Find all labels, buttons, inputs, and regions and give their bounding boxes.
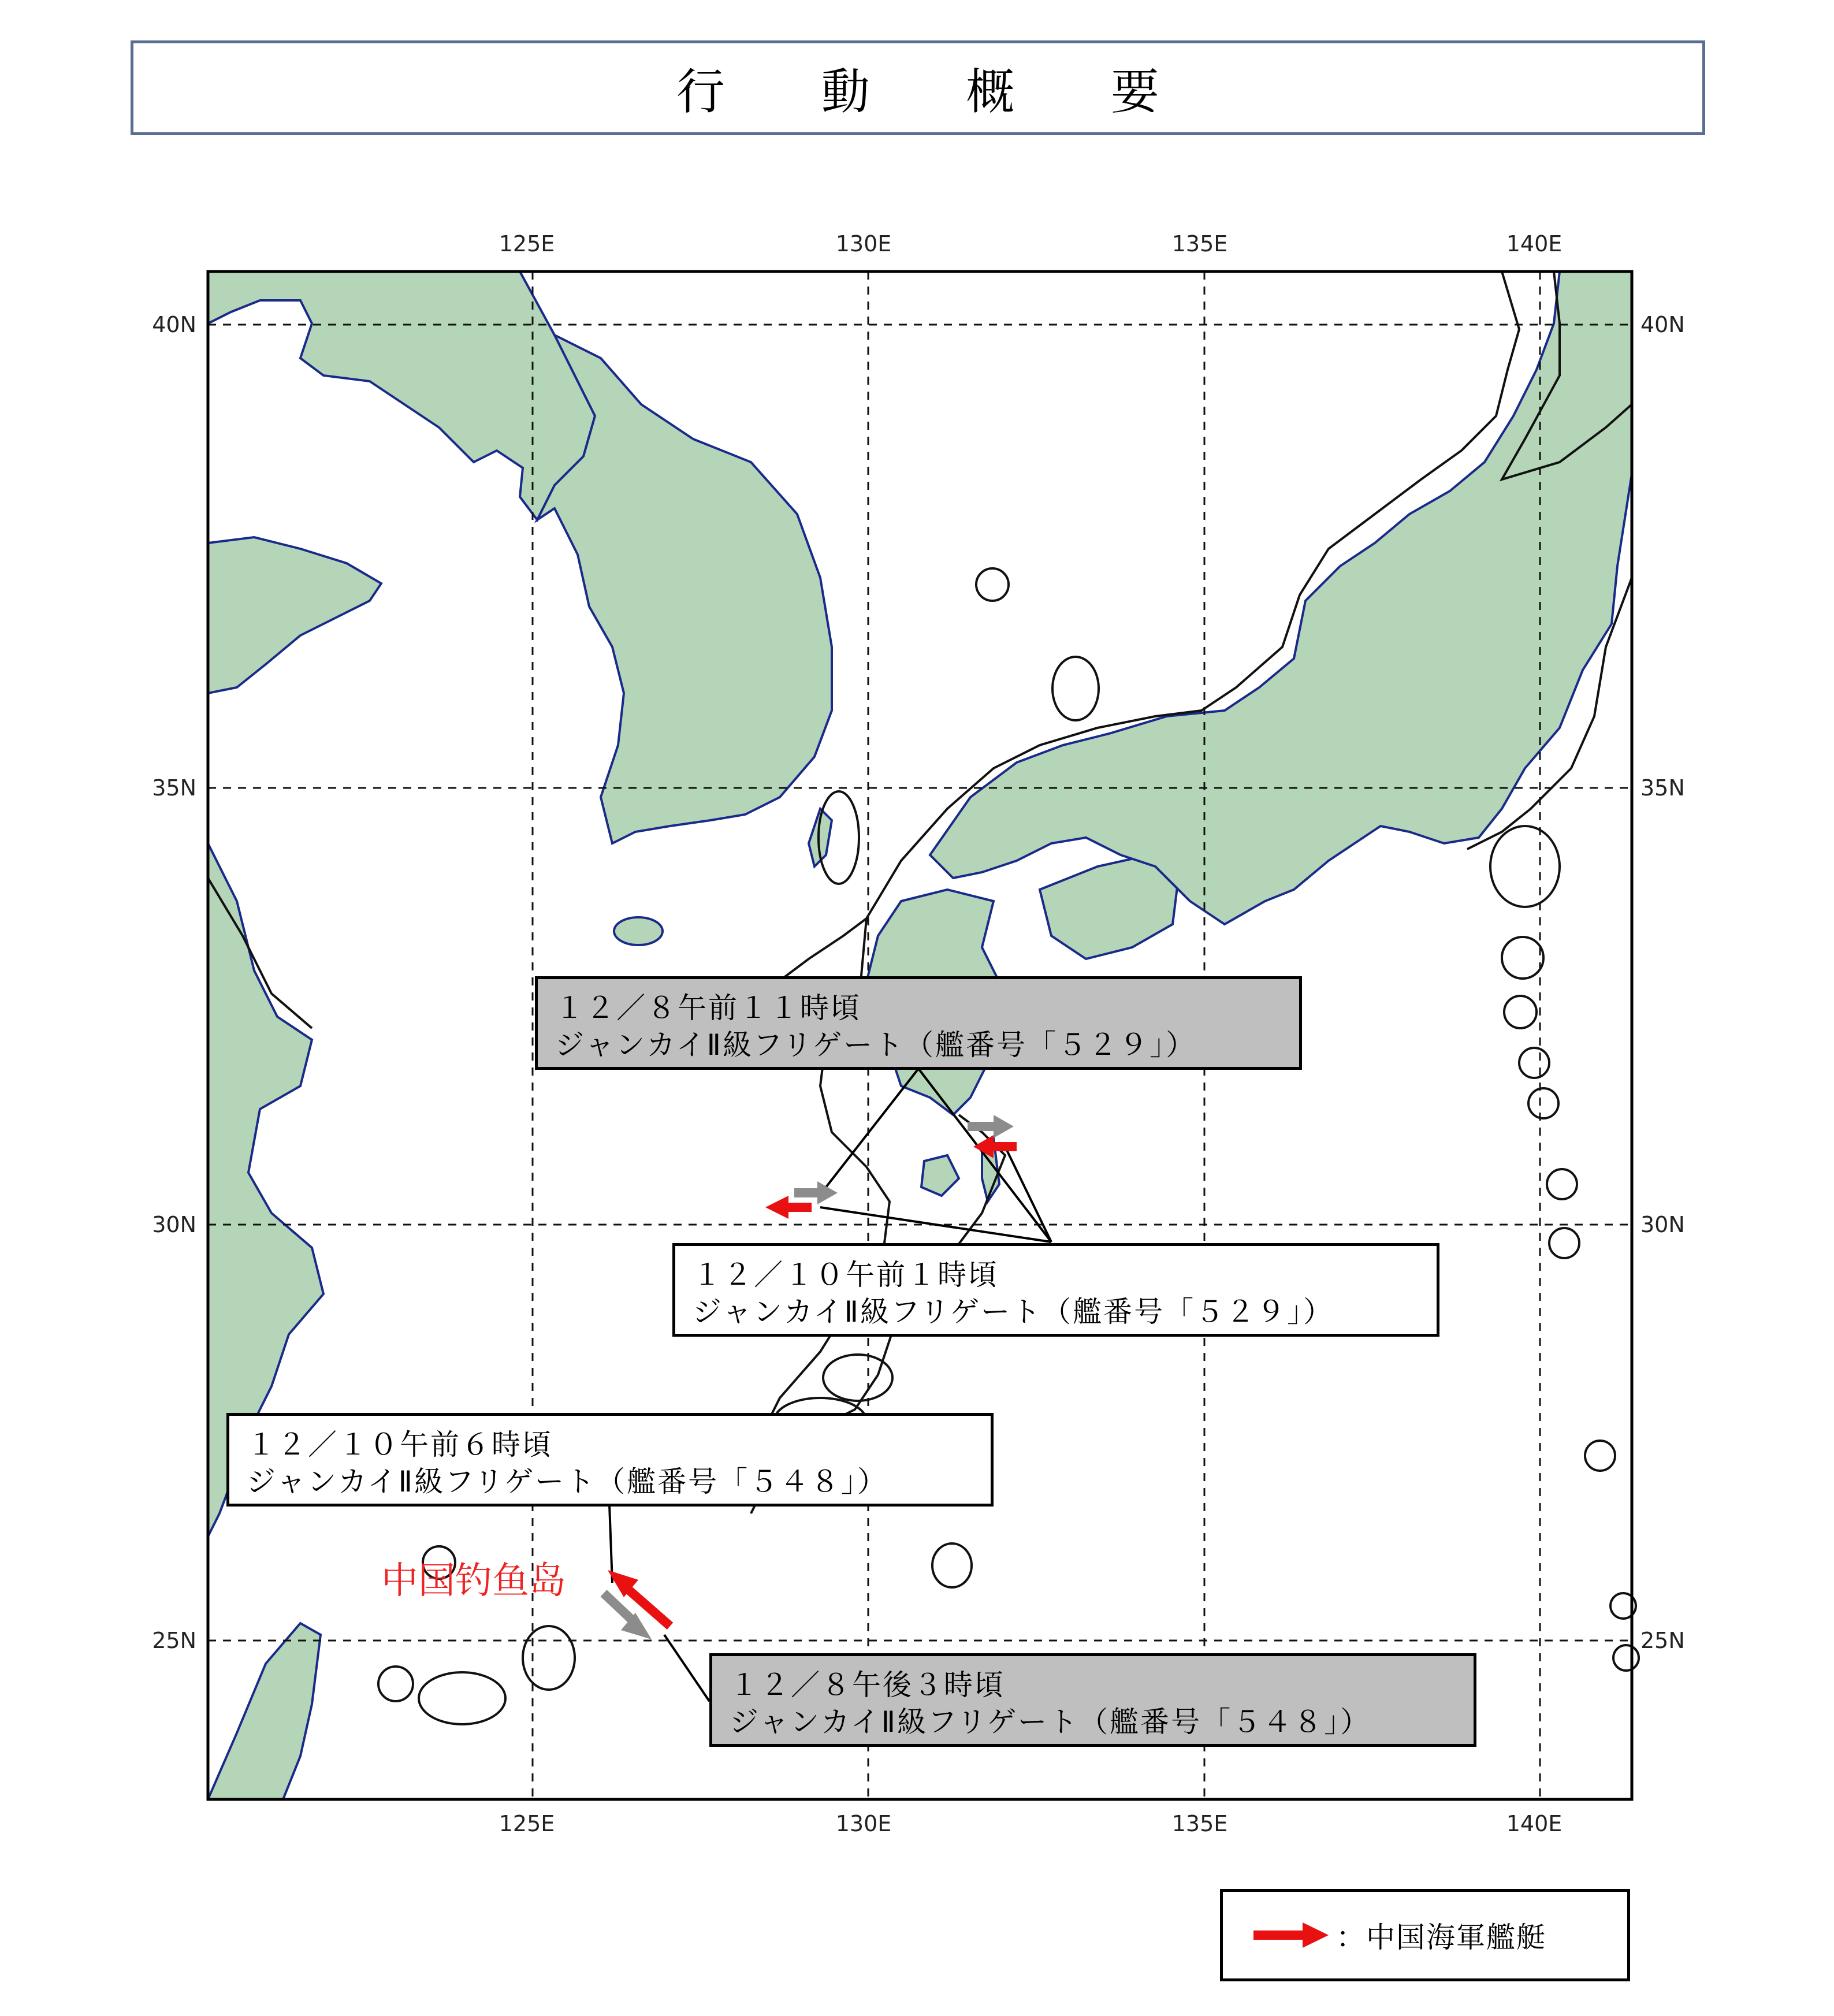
callout-529-dec10 [672,1243,1439,1337]
lon-label-bottom-130e: 130E [835,1811,892,1836]
island-ring [1490,826,1560,907]
place-label-diaoyu: 中国钓鱼岛 [381,1560,566,1602]
lon-label-top-130e: 130E [835,231,892,256]
lon-label-bottom-140e: 140E [1506,1811,1563,1836]
leader-line [918,1069,1051,1242]
island-ring [932,1543,972,1587]
callout-ship: ジャンカイⅡ級フリゲート（艦番号「５４８」） [247,1465,888,1498]
page-title: 行 動 概 要 [676,63,1200,120]
callout-ship: ジャンカイⅡ級フリゲート（艦番号「５２９」） [555,1028,1197,1062]
arrow-red-west-529b [765,1196,812,1219]
lat-label-right-30n: 30N [1640,1212,1685,1237]
island-ring [1549,1228,1579,1258]
lon-label-top-125e: 125E [499,231,555,256]
lon-label-top-140e: 140E [1506,231,1563,256]
lat-label-left-35n: 35N [152,775,196,801]
island-ring [1547,1169,1577,1199]
callout-time: １２／８午後３時頃 [730,1668,1005,1702]
callout-548-dec8 [709,1653,1476,1747]
island-ring [1528,1088,1558,1118]
callout-time: １２／８午前１１時頃 [555,991,861,1025]
land-shikoku [1040,855,1178,959]
island-ring [378,1667,413,1701]
callout-time: １２／１０午前１時頃 [693,1258,999,1292]
island-ring [1585,1441,1615,1471]
callout-ship: ジャンカイⅡ級フリゲート（艦番号「５４８」） [730,1705,1371,1739]
callout-548-dec10 [226,1413,994,1507]
arrow-grey-east-529b [794,1181,838,1204]
lon-label-bottom-135e: 135E [1171,1811,1228,1836]
island-ring [1502,937,1543,979]
callout-ship: ジャンカイⅡ級フリゲート（艦番号「５２９」） [693,1295,1334,1329]
island-ring [1052,657,1099,720]
legend [1220,1889,1630,1981]
land-taiwan [208,1623,321,1799]
island-ring [976,568,1009,601]
legend-label: ：中国海軍艦艇 [1336,1921,1546,1954]
lat-label-right-25n: 25N [1640,1628,1685,1653]
land-osumi-islands [921,1155,959,1196]
lat-label-left-30n: 30N [152,1212,196,1237]
lat-label-left-25n: 25N [152,1628,196,1653]
island-ring [1519,1048,1549,1078]
ship-arrows [604,1115,1017,1639]
leader-line [1005,1147,1051,1242]
lat-label-right-40n: 40N [1640,312,1685,337]
callout-529-dec8 [535,976,1302,1070]
island-ring [1504,996,1537,1028]
callout-time: １２／１０午前６時頃 [247,1428,553,1461]
arrow-red-northwest-548 [608,1570,670,1626]
lat-label-left-40n: 40N [152,312,196,337]
leader-line [664,1635,709,1701]
lat-label-right-35n: 35N [1640,775,1685,801]
island-ring [1613,1645,1639,1671]
land-mainland-north [208,271,595,520]
land-shandong [208,537,381,693]
arrow-grey-east-529 [968,1115,1014,1138]
island-ring [823,1355,892,1401]
island-ring [419,1672,505,1724]
lon-label-top-135e: 135E [1171,231,1228,256]
lon-label-bottom-125e: 125E [499,1811,555,1836]
island-ring [523,1626,575,1690]
land-jeju [614,917,663,945]
leader-line [826,1069,918,1187]
